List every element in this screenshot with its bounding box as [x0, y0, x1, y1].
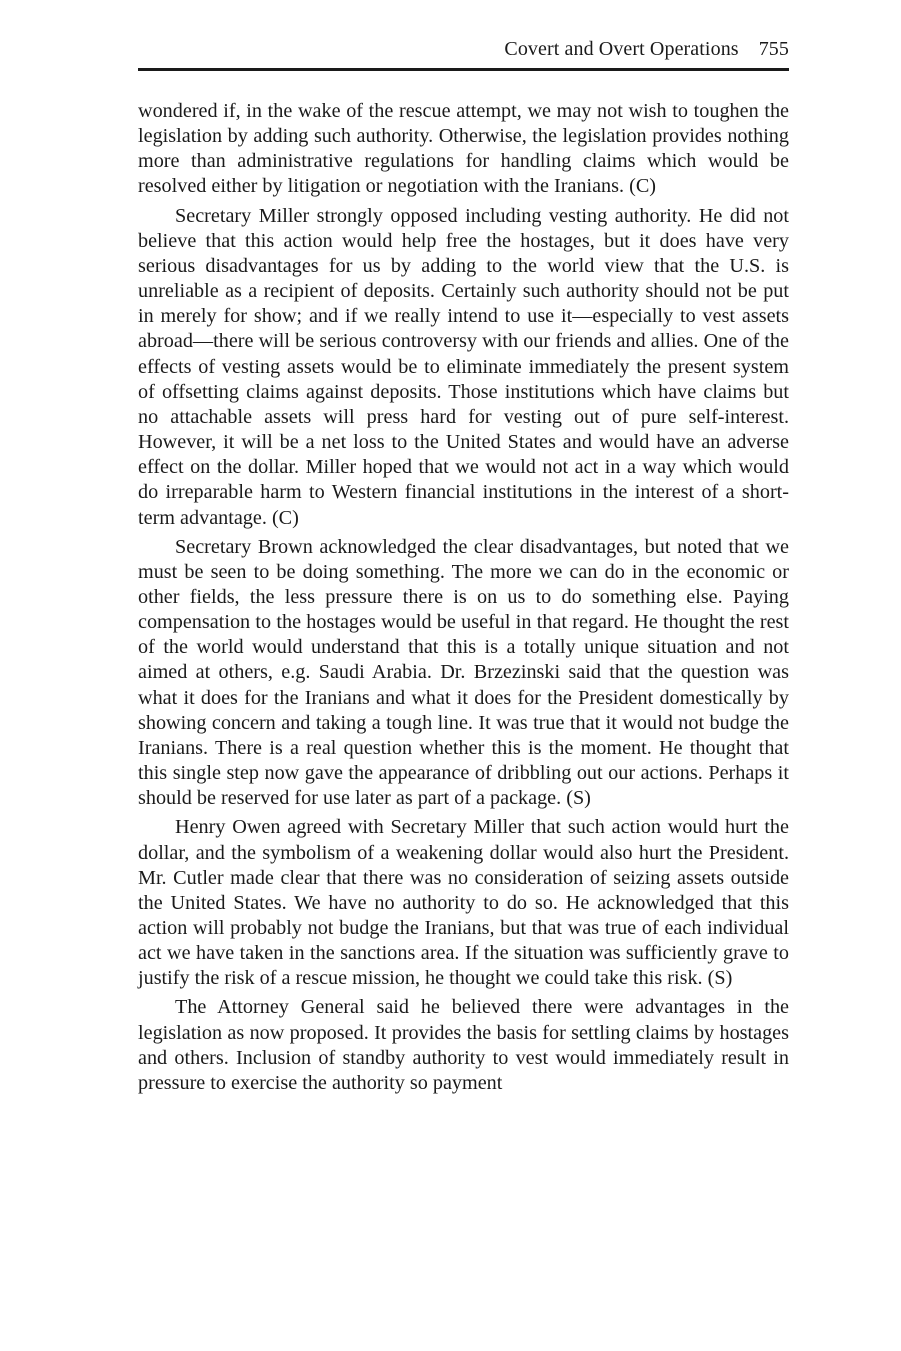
running-head-title: Covert and Overt Operations: [504, 38, 739, 60]
running-head: [504, 38, 789, 61]
paragraph-owen: Henry Owen agreed with Secretary Miller that such action would hurt the dollar, and the symbolism of a weakening dollar would also hurt the President. Mr. Cutler made clear that there was no consideration of seizing assets outside the United States. We have no authority to do so. He acknowledged that this action will probably not budge the Iranians, but that was true of each individual act we have taken in the sanctions area. If the situation was sufficiently grave to justify the risk of a rescue mission, he thought we could take this risk. (S): [138, 816, 789, 990]
paragraph-attorney-general: The Attorney General said he believed there were advantages in the legislation as now proposed. It provides the basis for settling claims by hostages and others. Inclusion of standby authority to vest would immediately result in pressure to exercise the authority so payment: [138, 996, 789, 1094]
paragraph-continuation: wondered if, in the wake of the rescue attempt, we may not wish to toughen the legislation by adding such authority. Otherwise, the legislation provides nothing more than administrative regulations for handling claims which would be resolved either by litigation or negotiation with the Iranians. (C): [138, 100, 789, 198]
paragraph-brown: Secretary Brown acknowledged the clear disadvantages, but noted that we must be seen to be doing something. The more we can do in the economic or other fields, the less pressure there is on us to do something else. Paying compensation to the hostages would be useful in that regard. He thought the rest of the world would understand that this is a totally unique situation and not aimed at others, e.g. Saudi Arabia. Dr. Brzezinski said that the question was what it does for the Iranians and what it does for the President domestically by showing concern and taking a tough line. It was true that it would not budge the Iranians. There is a real question whether this is the moment. He thought that this single step now gave the appearance of dribbling out our actions. Perhaps it should be reserved for use later as part of a package. (S): [138, 535, 789, 810]
header-rule: [138, 68, 789, 71]
page-number: 755: [758, 38, 789, 60]
paragraph-miller: Secretary Miller strongly opposed including vesting authority. He did not believe that this action would help free the hostages, but it does have very serious disadvantages for us by adding to the world view that the U.S. is unreliable as a recipient of deposits. Certainly such authority should not be put in merely for show; and if we really intend to use it—especially to vest assets abroad—there will be serious controversy with our friends and allies. One of the effects of vesting assets would be to eliminate immediately the present system of offsetting claims against deposits. Those institutions which have claims but no attachable assets will press hard for vesting out of pure self-interest. However, it will be a net loss to the United States and would have an adverse effect on the dollar. Miller hoped that we would not act in a way which would do irreparable harm to Western financial institutions in the interest of a short-term advantage. (C): [138, 204, 789, 529]
body-text: [138, 99, 789, 1100]
